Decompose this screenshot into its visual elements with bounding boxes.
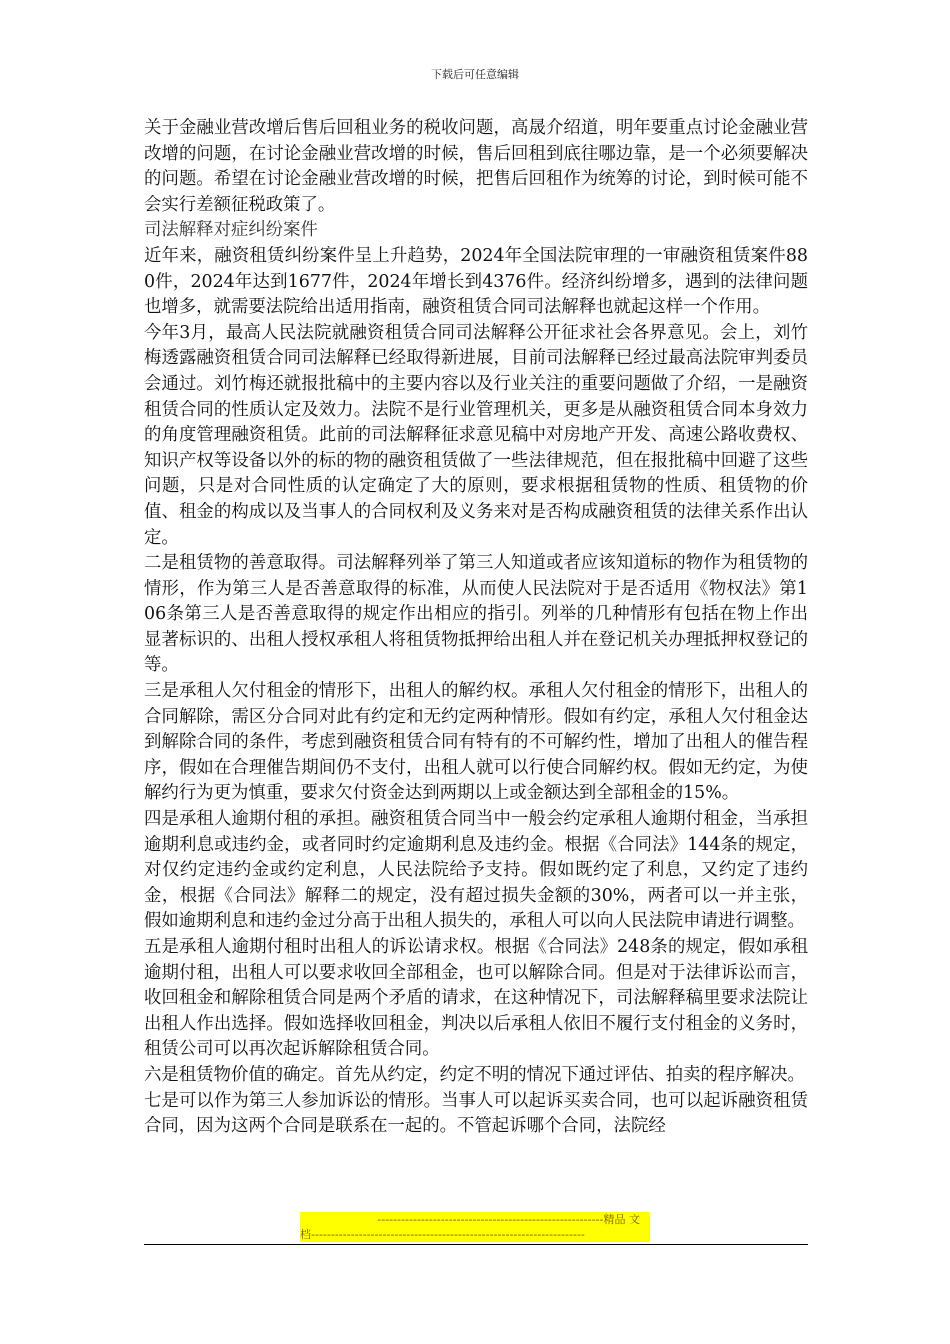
paragraph-point-seven: 七是可以作为第三人参加诉讼的情形。当事人可以起诉买卖合同，也可以起诉融资租赁合同，因为这两个合同是联系在一起的。不管起诉哪个合同，法院经	[144, 1090, 808, 1137]
footer-divider	[144, 1244, 808, 1245]
footer-watermark	[300, 1212, 650, 1242]
paragraph-sale-leaseback-tax: 关于金融业营改增后售后回租业务的税收问题，高晟介绍道，明年要重点讨论金融业营改增的问题，在讨论金融业营改增的时候，售后回租到底往哪边靠，是一个必须要解决的问题。希望在讨论金融业营改增的时候，把售后回租作为统筹的讨论，到时候可能不会实行差额征税政策了。	[144, 118, 808, 215]
footer-line-1: ---------------------------------------------------------精品 文	[300, 1212, 650, 1227]
paragraph-case-trend: 近年来，融资租赁纠纷案件呈上升趋势，2024年全国法院审理的一审融资租赁案件880件，2024年达到1677件，2024年增长到4376件。经济纠纷增多，遇到的法律问题也增多，就需要法院给出适用指南，融资租赁合同司法解释也就起这样一个作用。	[144, 245, 808, 318]
paragraph-point-five: 五是承租人逾期付租时出租人的诉讼请求权。根据《合同法》248条的规定，假如承租逾期付租，出租人可以要求收回全部租金，也可以解除合同。但是对于法律诉讼而言，收回租金和解除租赁合同是两个矛盾的请求，在这种情况下，司法解释稿里要求法院让出租人作出选择。假如选择收回租金，判决以后承租人依旧不履行支付租金的义务时，租赁公司可以再次起诉解除租赁合同。	[144, 937, 808, 1060]
paragraph-point-six: 六是租赁物价值的确定。首先从约定，约定不明的情况下通过评估、拍卖的程序解决。	[144, 1064, 805, 1085]
page-header: 下载后可任意编辑	[431, 68, 519, 81]
paragraph-point-three: 三是承租人欠付租金的情形下，出租人的解约权。承租人欠付租金的情形下，出租人的合同解除，需区分合同对此有约定和无约定两种情形。假如有约定，承租人欠付租金达到解除合同的条件，考虑到融资租赁合同有特有的不可解约性，增加了出租人的催告程序，假如在合理催告期间仍不支付，出租人就可以行使合同解约权。假如无约定，为使解约行为更为慎重，要求欠付资金达到两期以上或金额达到全部租金的15%。	[144, 681, 808, 804]
paragraph-point-four: 四是承租人逾期付租的承担。融资租赁合同当中一般会约定承租人逾期付租金，当承担逾期利息或违约金，或者同时约定逾期利息及违约金。根据《合同法》144条的规定，对仅约定违约金或约定利息，人民法院给予支持。假如既约定了利息，又约定了违约金，根据《合同法》解释二的规定，没有超过损失金额的30%，两者可以一并主张，假如逾期利息和违约金过分高于出租人损失的，承租人可以向人民法院申请进行调整。	[144, 809, 808, 932]
section-heading: 司法解释对症纠纷案件	[144, 220, 318, 241]
document-body	[144, 116, 808, 1140]
paragraph-judicial-interpretation: 今年3月，最高人民法院就融资租赁合同司法解释公开征求社会各界意见。会上，刘竹梅透露融资租赁合同司法解释已经取得新进展，目前司法解释已经过最高法院审判委员会通过。刘竹梅还就报批稿中的主要内容以及行业关注的重要问题做了介绍，一是融资租赁合同的性质认定及效力。法院不是行业管理机关，更多是从融资租赁合同本身效力的角度管理融资租赁。此前的司法解释征求意见稿中对房地产开发、高速公路收费权、知识产权等设备以外的标的物的融资租赁做了一些法律规范，但在报批稿中回避了这些问题，只是对合同性质的认定确定了大的原则，要求根据租赁物的性质、租赁物的价值、租金的构成以及当事人的合同权利及义务来对是否构成融资租赁的法律关系作出认定。	[144, 322, 808, 548]
paragraph-point-two: 二是租赁物的善意取得。司法解释列举了第三人知道或者应该知道标的物作为租赁物的情形，作为第三人是否善意取得的标准，从而使人民法院对于是否适用《物权法》第106条第三人是否善意取得的规定作出相应的指引。列举的几种情形有包括在物上作出显著标识的、出租人授权承租人将租赁物抵押给出租人并在登记机关办理抵押权登记的等。	[144, 553, 808, 676]
footer-line-2: 档---------------------------------------------------------------------	[300, 1227, 650, 1242]
